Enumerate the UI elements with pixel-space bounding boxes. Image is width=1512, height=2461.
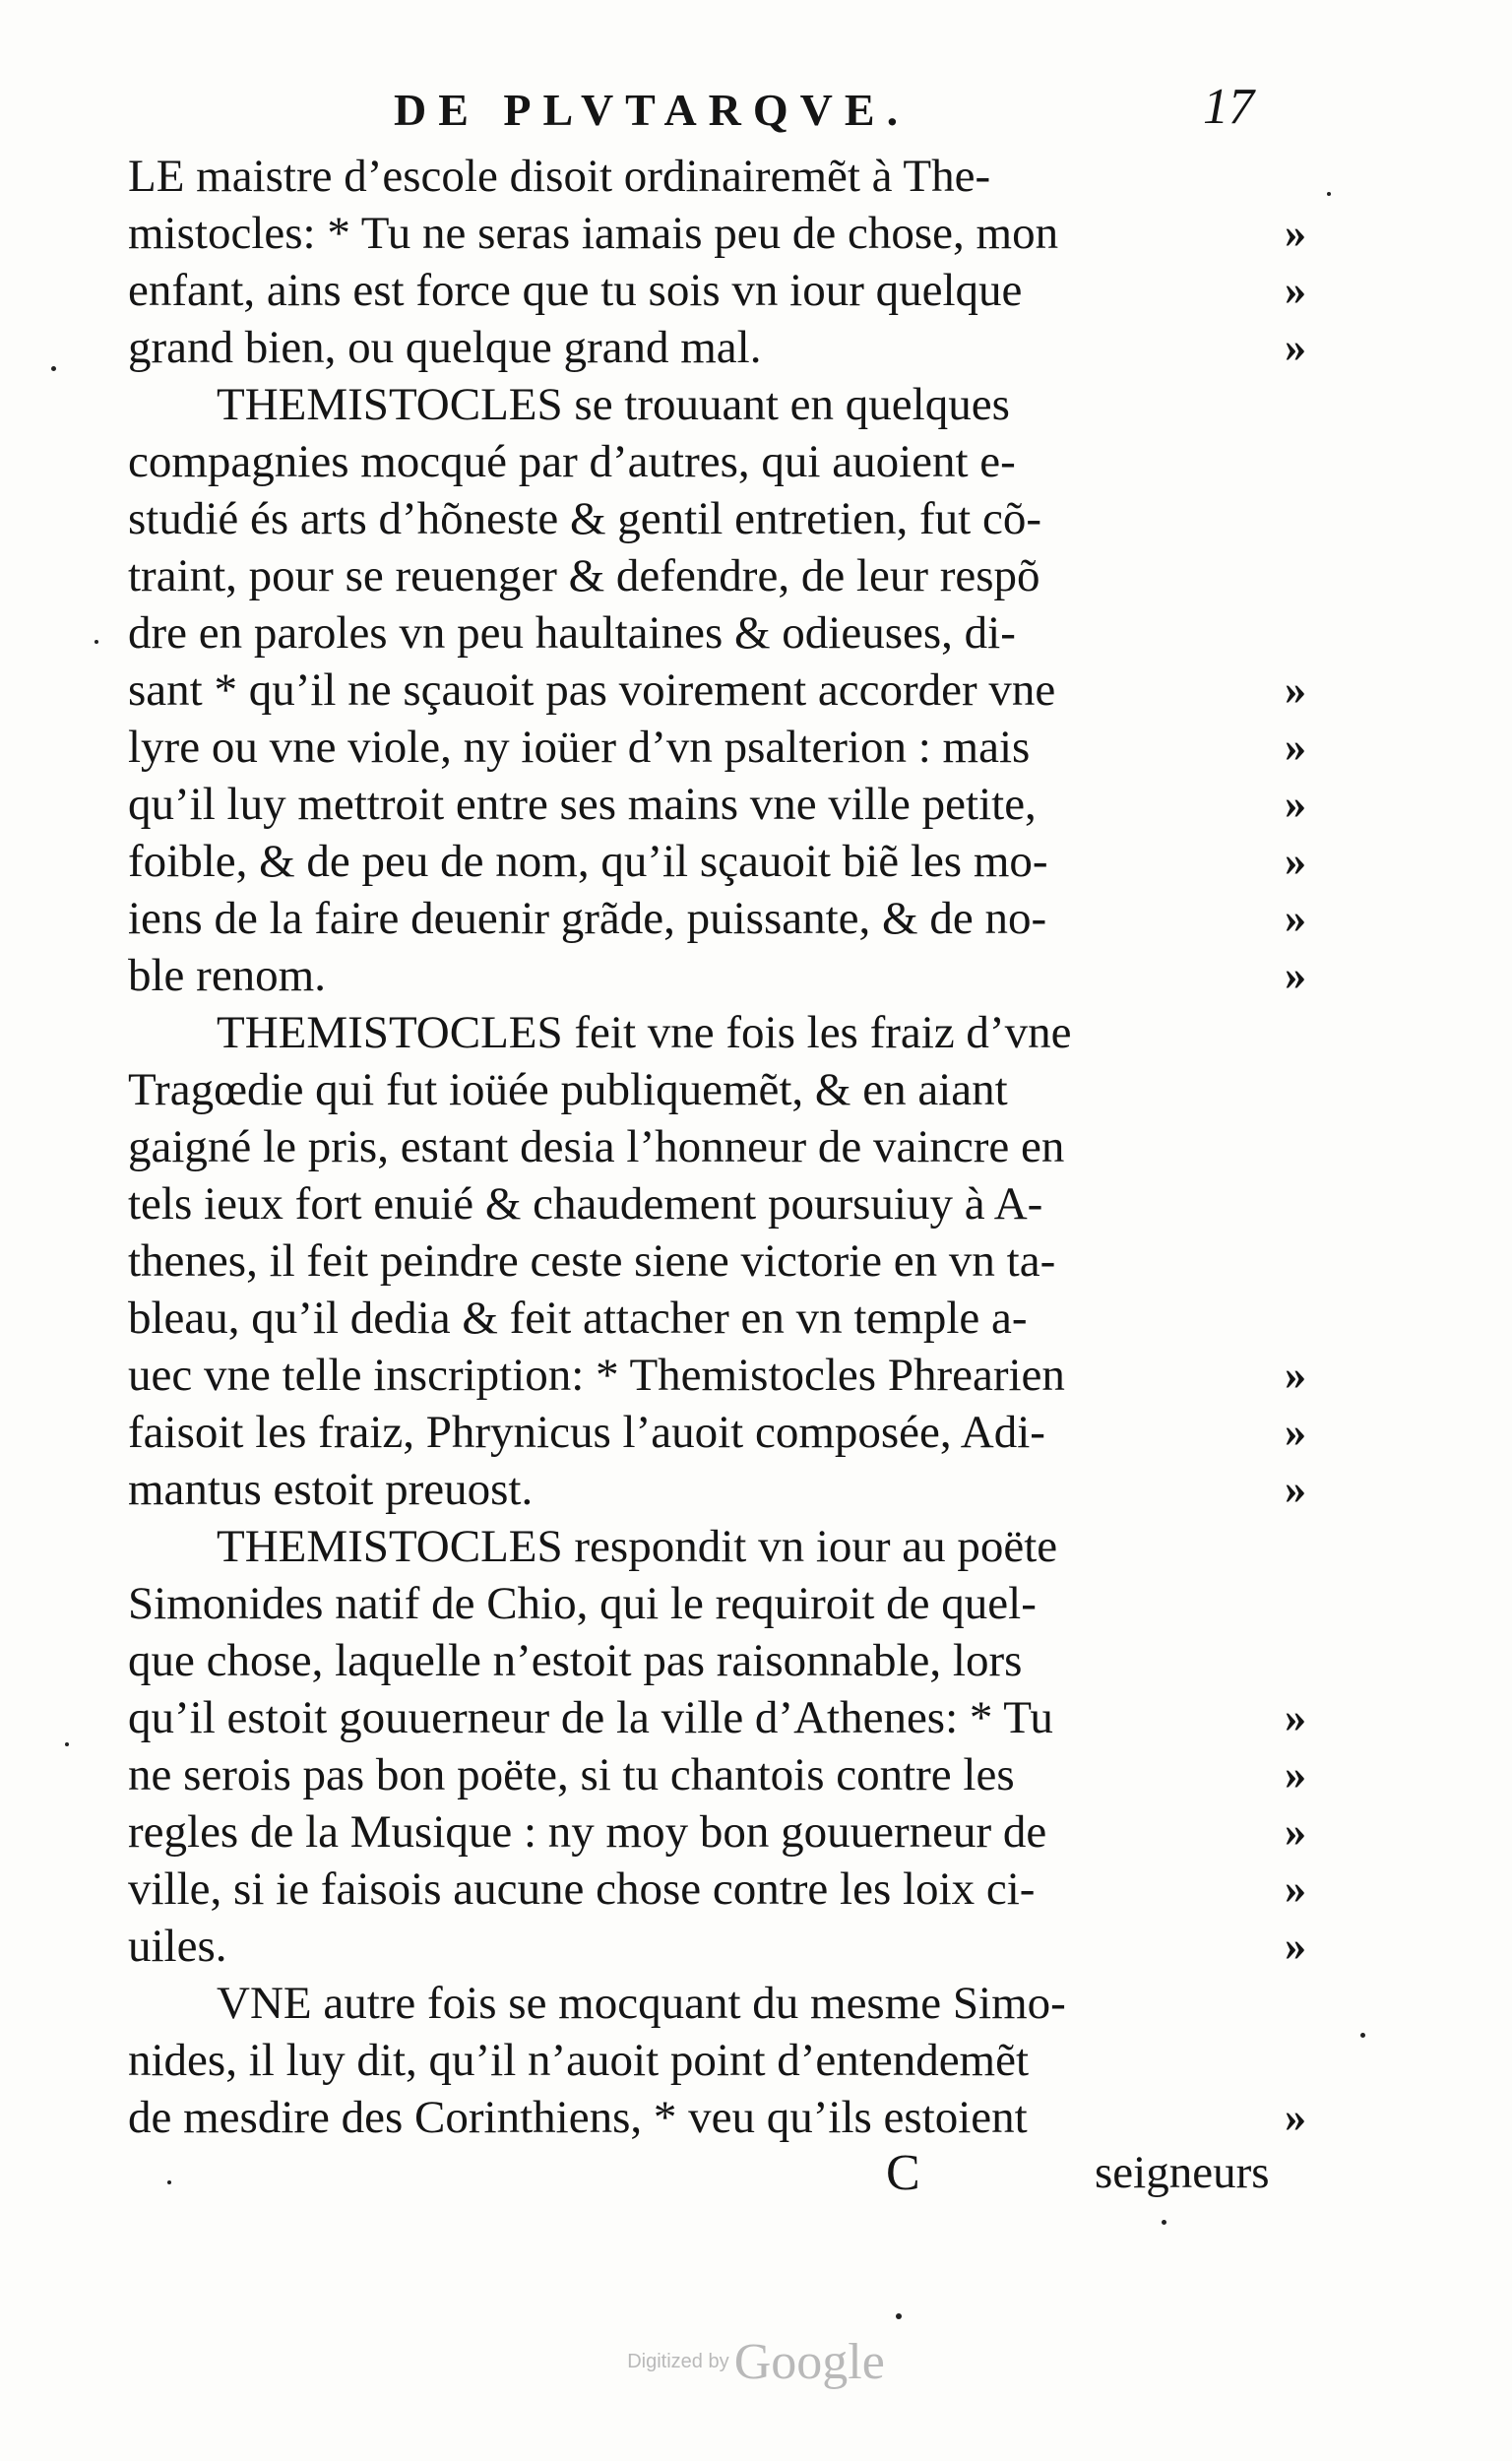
- digitization-watermark: [0, 2333, 1512, 2391]
- text-line: [128, 1404, 1306, 1461]
- text-line: [128, 947, 1306, 1004]
- watermark-prefix: Digitized by: [627, 2351, 729, 2372]
- text-line: [128, 1118, 1260, 1175]
- text-line-content: mantus estoit preuost.: [128, 1464, 534, 1515]
- text-line-content: bleau, qu’il dedia & feit attacher en vn temple a-: [128, 1293, 1028, 1344]
- catchword: seigneurs: [1095, 2147, 1270, 2198]
- text-line: [128, 1861, 1306, 1918]
- text-line-content: enfant, ains est force que tu sois vn iour quelque: [128, 265, 1023, 316]
- text-line: [128, 1518, 1260, 1575]
- marginal-quote-mark: »: [1285, 1693, 1306, 1741]
- text-line-content: dre en paroles vn peu haultaines & odieuses, di-: [128, 607, 1016, 659]
- text-line-content: qu’il estoit gouuerneur de la ville d’Athenes: * Tu: [128, 1692, 1053, 1743]
- text-line-content: lyre ou vne viole, ny ioüer d’vn psalterion : mais: [128, 722, 1031, 773]
- text-line-content: VNE autre fois se mocquant du mesme Simo-: [217, 1978, 1066, 2029]
- marginal-quote-mark: »: [1285, 2093, 1306, 2141]
- marginal-quote-mark: »: [1285, 1922, 1306, 1970]
- marginal-quote-mark: »: [1285, 266, 1306, 314]
- text-line-content: THEMISTOCLES feit vne fois les fraiz d’vne: [217, 1007, 1072, 1058]
- marginal-quote-mark: »: [1285, 837, 1306, 885]
- text-line: [128, 1290, 1260, 1347]
- text-line-content: mistocles: * Tu ne seras iamais peu de chose, mon: [128, 208, 1059, 259]
- text-line: [128, 1803, 1306, 1861]
- text-line-content: thenes, il feit peindre ceste siene victorie en vn ta-: [128, 1235, 1056, 1287]
- text-line-content: ville, si ie faisois aucune chose contre les loix ci-: [128, 1863, 1036, 1915]
- text-line-content: Simonides natif de Chio, qui le requiroit de quel-: [128, 1578, 1037, 1629]
- text-line: [128, 890, 1306, 947]
- ink-speck: [1327, 192, 1331, 196]
- text-line: [128, 2089, 1306, 2146]
- text-line: [128, 1461, 1306, 1518]
- text-line: [128, 376, 1260, 433]
- marginal-quote-mark: »: [1285, 780, 1306, 828]
- text-line: [128, 148, 1260, 205]
- text-line-content: ble renom.: [128, 950, 326, 1001]
- ink-speck: [1360, 2033, 1365, 2038]
- ink-speck: [65, 1742, 69, 1746]
- marginal-quote-mark: »: [1285, 1351, 1306, 1399]
- text-line: [128, 205, 1306, 262]
- text-line-content: de mesdire des Corinthiens, * veu qu’ils estoient: [128, 2092, 1028, 2143]
- text-line-content: ne serois pas bon poëte, si tu chantois contre les: [128, 1749, 1015, 1800]
- text-line: [128, 1061, 1260, 1118]
- text-line-content: uiles.: [128, 1921, 227, 1972]
- marginal-quote-mark: »: [1285, 894, 1306, 942]
- signature-mark: C: [886, 2145, 920, 2201]
- text-line-content: iens de la faire deuenir grãde, puissante, & de no-: [128, 893, 1047, 944]
- text-line: [128, 1175, 1260, 1232]
- text-line: [128, 547, 1260, 604]
- marginal-quote-mark: »: [1285, 723, 1306, 771]
- text-line: [128, 1347, 1306, 1404]
- running-title: DE PLVTARQVE.: [394, 85, 911, 135]
- text-line-content: qu’il luy mettroit entre ses mains vne ville petite,: [128, 779, 1037, 830]
- text-line-content: faisoit les fraiz, Phrynicus l’auoit composée, Adi-: [128, 1407, 1045, 1458]
- text-line-content: studié és arts d’hõneste & gentil entretien, fut cõ-: [128, 493, 1041, 544]
- text-line: [128, 1746, 1306, 1803]
- text-line-content: que chose, laquelle n’estoit pas raisonnable, lors: [128, 1635, 1023, 1686]
- ink-speck: [167, 2180, 171, 2184]
- page-footer: [0, 2144, 1512, 2203]
- ink-speck: [1162, 2220, 1166, 2225]
- marginal-quote-mark: »: [1285, 1864, 1306, 1913]
- text-line: [128, 1689, 1306, 1746]
- page-number: 17: [1203, 79, 1254, 135]
- text-line: [128, 490, 1260, 547]
- text-line: [128, 1232, 1260, 1290]
- text-line-content: compagnies mocqué par d’autres, qui auoient e-: [128, 436, 1016, 487]
- text-line-content: tels ieux fort enuié & chaudement poursuiuy à A-: [128, 1178, 1043, 1230]
- text-line: [128, 1975, 1260, 2032]
- text-line: [128, 1004, 1260, 1061]
- text-line-content: Tragœdie qui fut ioüée publiquemẽt, & en aiant: [128, 1064, 1008, 1115]
- marginal-quote-mark: »: [1285, 1750, 1306, 1798]
- marginal-quote-mark: »: [1285, 209, 1306, 257]
- marginal-quote-mark: »: [1285, 1465, 1306, 1513]
- text-line: [128, 262, 1306, 319]
- text-line: [128, 1632, 1260, 1689]
- marginal-quote-mark: »: [1285, 1807, 1306, 1856]
- text-line-content: gaigné le pris, estant desia l’honneur de vaincre en: [128, 1121, 1065, 1172]
- text-line-content: foible, & de peu de nom, qu’il sçauoit biẽ les mo-: [128, 836, 1048, 887]
- text-line-content: THEMISTOCLES respondit vn iour au poëte: [217, 1521, 1058, 1572]
- text-line-content: regles de la Musique : ny moy bon gouuerneur de: [128, 1806, 1047, 1858]
- text-line: [128, 1918, 1306, 1975]
- page-header: [0, 79, 1512, 153]
- watermark-brand: Google: [733, 2334, 885, 2390]
- text-line-content: LE maistre d’escole disoit ordinairemẽt à The-: [128, 151, 991, 202]
- text-line: [128, 719, 1306, 776]
- text-line: [128, 776, 1306, 833]
- marginal-quote-mark: »: [1285, 951, 1306, 999]
- marginal-quote-mark: »: [1285, 665, 1306, 714]
- marginal-quote-mark: »: [1285, 323, 1306, 371]
- text-line-content: sant * qu’il ne sçauoit pas voirement accorder vne: [128, 664, 1056, 716]
- text-line: [128, 662, 1306, 719]
- ink-speck: [51, 366, 56, 371]
- text-line: [128, 604, 1260, 662]
- text-line-content: nides, il luy dit, qu’il n’auoit point d’entendemẽt: [128, 2035, 1030, 2086]
- text-line-content: uec vne telle inscription: * Themistocles Phrearien: [128, 1350, 1065, 1401]
- text-line: [128, 1575, 1260, 1632]
- ink-speck: [94, 640, 98, 644]
- text-line: [128, 319, 1306, 376]
- text-line: [128, 433, 1260, 490]
- body-text: [128, 148, 1306, 2146]
- text-line-content: traint, pour se reuenger & defendre, de leur respõ: [128, 550, 1040, 601]
- ink-speck: [896, 2313, 902, 2319]
- text-line: [128, 833, 1306, 890]
- text-line-content: grand bien, ou quelque grand mal.: [128, 322, 762, 373]
- text-line: [128, 2032, 1260, 2089]
- marginal-quote-mark: »: [1285, 1408, 1306, 1456]
- text-line-content: THEMISTOCLES se trouuant en quelques: [217, 379, 1010, 430]
